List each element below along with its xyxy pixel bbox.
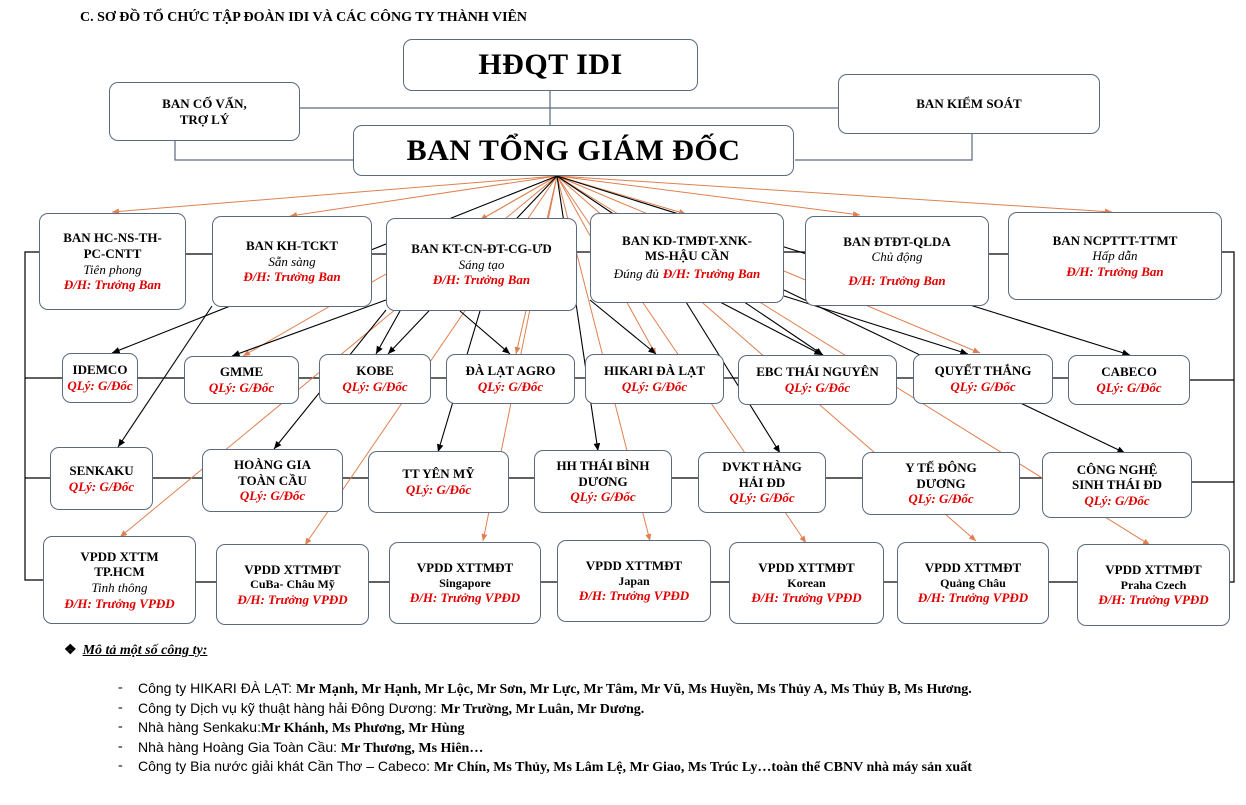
dept-name: BAN ĐTĐT-QLDA <box>843 233 951 249</box>
dept-tagline: Hấp dẫn <box>1092 248 1138 264</box>
company-lead: QLý: G/Đốc <box>405 482 472 497</box>
office-lead: Đ/H: Trưởng VPĐD <box>237 591 348 607</box>
company-name: QUYẾT THẮNG <box>934 363 1032 379</box>
dept-lead: Đ/H: Trưởng Ban <box>662 266 761 281</box>
ban-kiem-soat-label: BAN KIỂM SOÁT <box>916 96 1022 112</box>
office-name: VPDD XTTM <box>80 548 159 564</box>
dept-name: BAN NCPTTT-TTMT <box>1052 232 1178 248</box>
office-lead: Đ/H: Trưởng VPĐD <box>64 595 175 611</box>
office-location: Korean <box>787 575 826 590</box>
office-location: Japan <box>618 573 650 588</box>
company-gmme <box>184 356 299 404</box>
dept-tagline: Tiên phong <box>83 261 142 277</box>
dept-tagline: Sáng tạo <box>458 256 505 272</box>
company-hikari <box>585 354 724 404</box>
dept-name: BAN KH-TCKT <box>245 238 339 254</box>
company-name: HOÀNG GIA <box>234 457 311 473</box>
office-korean <box>729 542 884 624</box>
dept-tagline: Sẵn sàng <box>268 253 316 269</box>
dept-name: BAN HC-NS-TH- <box>63 230 162 246</box>
office-tagline: Tinh thông <box>91 580 148 595</box>
hdqt-label: HĐQT IDI <box>478 48 623 81</box>
dept-tagline-lead <box>614 264 761 283</box>
list-item <box>118 758 972 778</box>
dept-kh-tckt <box>212 216 372 307</box>
company-lead: QLý: G/Đốc <box>729 490 795 506</box>
company-name: SINH THÁI ĐD <box>1071 477 1163 493</box>
company-lead: QLý: G/Đốc <box>908 491 974 507</box>
dept-name: MS-HẬU CẦN <box>644 248 730 264</box>
company-lead: QLý: G/Đốc <box>570 489 636 505</box>
company-lead: QLý: G/Đốc <box>477 379 544 394</box>
office-lead: Đ/H: Trưởng VPĐD <box>751 590 862 606</box>
item-prefix: Công ty Dịch vụ kỹ thuật hàng hải Đông Dương: <box>138 699 441 716</box>
company-tt-yen-my <box>368 451 509 513</box>
ban-co-van-box <box>109 82 300 141</box>
company-y-te-dong-duong <box>862 452 1020 515</box>
dept-tagline: Đúng đủ <box>613 266 659 281</box>
office-lead: Đ/H: Trưởng VPĐD <box>578 588 690 604</box>
item-prefix: Nhà hàng Senkaku: <box>138 719 261 735</box>
item-names: Mr Chín, Ms Thủy, Ms Lâm Lệ, Mr Giao, Ms Trúc Ly…toàn thể CBNV nhà máy sản xuất <box>433 760 972 775</box>
company-lead: QLý: G/Đốc <box>239 488 306 504</box>
company-cong-nghe-sinh-thai <box>1042 452 1192 518</box>
company-kobe <box>319 354 431 404</box>
company-hh-thai-binh-duong <box>534 450 672 513</box>
description-heading <box>64 642 207 659</box>
item-names: Mr Trường, Mr Luân, Mr Dương. <box>440 701 645 717</box>
item-names: Mr Khánh, Ms Phương, Mr Hùng <box>260 721 465 736</box>
office-tphcm <box>43 536 196 624</box>
company-lead: QLý: G/Đốc <box>208 380 275 395</box>
company-hoang-gia <box>202 449 343 512</box>
company-dvkt-hang-hai <box>698 452 826 513</box>
hdqt-box <box>403 39 698 91</box>
dept-tagline: Chủ động <box>871 249 923 265</box>
dept-lead: Đ/H: Trưởng Ban <box>432 272 531 288</box>
office-quang-chau <box>897 542 1049 624</box>
dept-ncpttt <box>1008 212 1222 300</box>
company-lead: QLý: G/Đốc <box>67 378 133 393</box>
company-name: CABECO <box>1101 364 1157 380</box>
company-name: TT YÊN MỸ <box>402 466 475 482</box>
company-name: HIKARI ĐÀ LẠT <box>603 363 706 379</box>
company-name: Y TẾ ĐÔNG <box>905 460 977 476</box>
office-name: VPDD XTTMĐT <box>924 560 1022 576</box>
item-prefix: Công ty HIKARI ĐÀ LẠT: <box>138 680 296 696</box>
ban-tgd-label: BAN TỔNG GIÁM ĐỐC <box>406 133 741 167</box>
list-item <box>118 700 972 720</box>
company-quyet-thang <box>913 354 1053 404</box>
company-name: EBC THÁI NGUYÊN <box>756 364 879 380</box>
company-lead: QLý: G/Đốc <box>1084 492 1150 508</box>
dept-lead: Đ/H: Trưởng Ban <box>1066 263 1164 279</box>
ban-co-van-line1: BAN CỐ VẤN, <box>162 95 247 111</box>
dept-lead: Đ/H: Trưởng Ban <box>848 272 946 288</box>
company-name: DƯƠNG <box>578 473 628 489</box>
company-lead: QLý: G/Đốc <box>784 380 851 395</box>
dept-name: PC-CNTT <box>83 245 142 261</box>
company-senkaku <box>50 447 153 510</box>
company-name: TOÀN CẦU <box>238 472 307 488</box>
description-list <box>118 680 972 778</box>
ban-co-van-line2: TRỢ LÝ <box>179 111 230 127</box>
item-names: Mr Mạnh, Mr Hạnh, Mr Lộc, Mr Sơn, Mr Lực, Mr Tâm, Mr Vũ, Ms Huyền, Ms Thủy A, Ms Thủy B, Ms Hương. <box>295 682 972 697</box>
company-name: DVKT HÀNG <box>722 459 802 475</box>
office-location: Praha Czech <box>1120 577 1187 592</box>
company-lead: QLý: G/Đốc <box>68 478 135 494</box>
office-name: VPDD XTTMĐT <box>758 560 855 576</box>
dept-kt-cn <box>386 218 577 311</box>
office-name: VPDD XTTMĐT <box>1105 562 1202 578</box>
company-name: GMME <box>219 364 264 380</box>
office-name: VPDD XTTMĐT <box>585 558 683 574</box>
office-singapore <box>389 542 541 624</box>
item-names: Mr Thương, Ms Hiên… <box>340 740 484 756</box>
company-name: KOBE <box>356 363 394 379</box>
dept-lead: Đ/H: Trưởng Ban <box>243 269 341 285</box>
office-name: VPDD XTTMĐT <box>416 560 514 576</box>
company-lead: QLý: G/Đốc <box>342 379 408 394</box>
company-lead: QLý: G/Đốc <box>1096 380 1162 395</box>
diamond-bullet-icon: ❖ <box>64 643 77 658</box>
office-name: TP.HCM <box>94 564 145 580</box>
list-item <box>118 680 972 700</box>
ban-kiem-soat-box <box>838 74 1100 134</box>
office-location: Quảng Châu <box>940 575 1006 590</box>
dept-dtdt-qlda <box>805 216 989 306</box>
company-name: SENKAKU <box>69 462 134 478</box>
company-name: CÔNG NGHỆ <box>1076 461 1158 477</box>
office-lead: Đ/H: Trưởng VPĐD <box>1098 592 1209 608</box>
list-item <box>118 719 972 739</box>
dept-lead: Đ/H: Trưởng Ban <box>63 277 162 293</box>
company-name: HẢI ĐD <box>738 474 786 490</box>
list-item <box>118 739 972 759</box>
office-location: Singapore <box>439 575 491 590</box>
office-praha <box>1077 544 1230 626</box>
description-heading-text: Mô tả một số công ty: <box>82 643 208 658</box>
item-prefix: Nhà hàng Hoàng Gia Toàn Cầu: <box>138 738 341 755</box>
office-lead: Đ/H: Trưởng VPĐD <box>409 590 521 606</box>
dept-hc-ns <box>39 213 186 310</box>
company-name: IDEMCO <box>72 362 128 378</box>
dept-name: BAN KD-TMĐT-XNK- <box>622 232 752 248</box>
company-idemco <box>62 353 138 403</box>
office-location: CuBa- Châu Mỹ <box>250 577 335 592</box>
company-lead: QLý: G/Đốc <box>950 379 1016 394</box>
company-cabeco <box>1068 355 1190 405</box>
company-dalat-agro <box>446 354 575 404</box>
office-japan <box>557 540 711 622</box>
dept-kd-tmdt <box>590 213 784 303</box>
item-prefix: Công ty Bia nước giải khát Cần Thơ – Cabeco: <box>138 758 434 774</box>
company-ebc <box>738 355 897 405</box>
company-name: HH THÁI BÌNH <box>556 458 650 474</box>
company-lead: QLý: G/Đốc <box>621 379 688 394</box>
company-name: DƯƠNG <box>916 475 966 491</box>
ban-tgd-box <box>353 125 794 176</box>
office-cuba <box>216 544 369 625</box>
company-name: ĐÀ LẠT AGRO <box>465 363 556 379</box>
page-title: C. SƠ ĐỒ TỔ CHỨC TẬP ĐOÀN IDI VÀ CÁC CÔNG TY THÀNH VIÊN <box>80 10 528 25</box>
dept-name: BAN KT-CN-ĐT-CG-ƯD <box>411 241 552 257</box>
office-lead: Đ/H: Trưởng VPĐD <box>917 590 1029 606</box>
office-name: VPDD XTTMĐT <box>244 561 341 577</box>
